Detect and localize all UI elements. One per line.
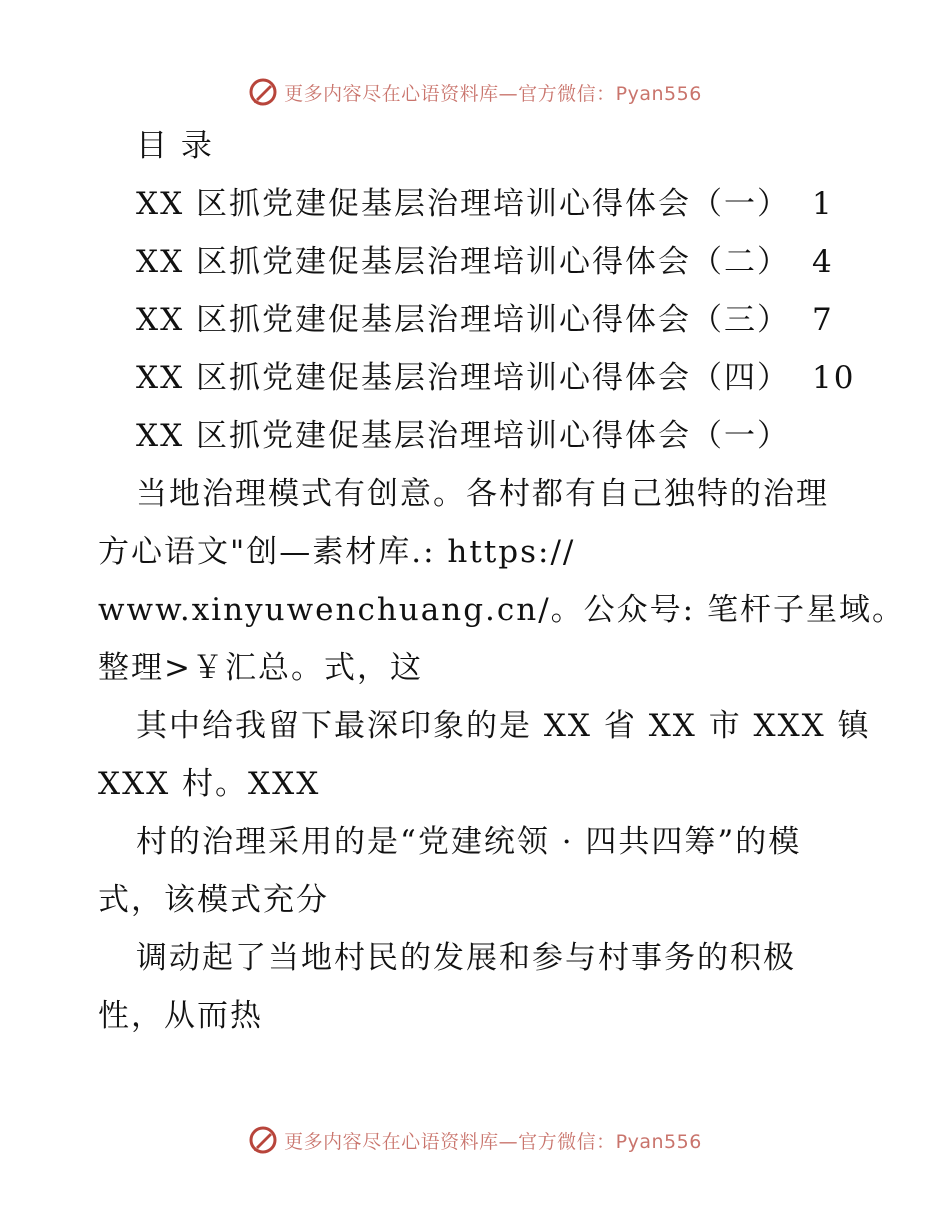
toc-entry-3[interactable] xyxy=(136,300,834,340)
body-line: 方心语文"创—素材库.: https:// xyxy=(98,534,576,570)
toc-entry-title: XX 区抓党建促基层治理培训心得体会（二） xyxy=(136,244,790,280)
body-line: 式，该模式充分 xyxy=(98,882,329,918)
body-line: 当地治理模式有创意。各村都有自己独特的治理 xyxy=(136,476,829,512)
body-line: XXX 村。XXX xyxy=(98,766,321,802)
toc-entry-page: 1 xyxy=(812,186,834,222)
footer-banner xyxy=(0,1120,950,1160)
body-line: 村的治理采用的是“党建统领 · 四共四筹”的模 xyxy=(136,824,802,860)
footer-banner-inner xyxy=(248,1125,702,1155)
toc-entry-title: XX 区抓党建促基层治理培训心得体会（一） xyxy=(136,186,790,222)
toc-entry-page: 7 xyxy=(812,302,834,338)
toc-entry-title: XX 区抓党建促基层治理培训心得体会（三） xyxy=(136,302,790,338)
toc-heading: 目 录 xyxy=(136,128,214,164)
toc-entry-1[interactable] xyxy=(136,184,834,224)
pen-logo-icon xyxy=(248,1125,278,1155)
footer-banner-text: 更多内容尽在心语资料库—官方微信：Pyan556 xyxy=(284,1130,702,1153)
toc-entry-4[interactable] xyxy=(136,358,855,398)
toc-entry-page: 4 xyxy=(812,244,834,280)
section-title: XX 区抓党建促基层治理培训心得体会（一） xyxy=(136,418,790,454)
body-line: 性，从而热 xyxy=(98,998,263,1034)
toc-entry-title: XX 区抓党建促基层治理培训心得体会（四） xyxy=(136,360,790,396)
toc-entry-page: 10 xyxy=(812,360,856,396)
body-line: 调动起了当地村民的发展和参与村事务的积极 xyxy=(136,940,796,976)
toc-entry-2[interactable] xyxy=(136,242,834,282)
header-banner-text: 更多内容尽在心语资料库—官方微信：Pyan556 xyxy=(284,82,702,105)
body-line: 整理>￥汇总。式，这 xyxy=(98,650,423,686)
body-line: 其中给我留下最深印象的是 XX 省 XX 市 XXX 镇 xyxy=(136,708,871,744)
body-line: www.xinyuwenchuang.cn/。公众号: 笔杆子星域。 xyxy=(98,592,905,628)
